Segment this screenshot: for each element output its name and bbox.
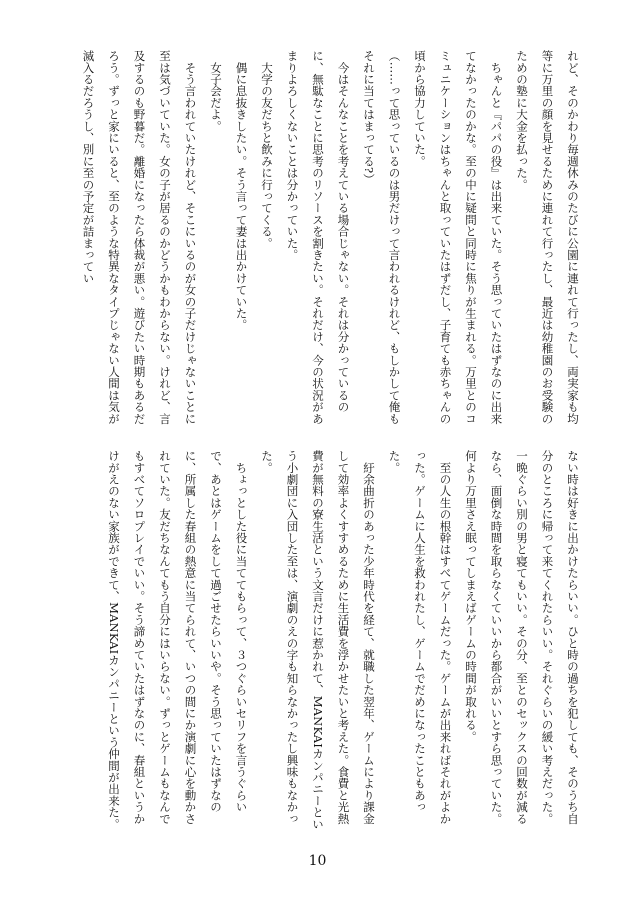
bottom-text-block [40, 450, 585, 830]
paragraph: ちゃんと『パパの役』は出来ていた。そう思っていたはずなのに出来てなかったのかな。至の中に疑問と同時に焦りが生まれる。万里とのコミュニケーションはちゃんと取っていたはずだし、子育ても赤ちゃんの頃から協力していた。 [413, 50, 504, 425]
paragraph: 至の人生の根幹はすべてゲームだった。ゲームが出来ればそれがよかった。ゲームに人生を救われたし、ゲームでだめになったこともあった。 [387, 450, 453, 825]
paragraph: れど、そのかわり毎週休みのたびに公園に連れて行ったし、両実家も均等に万里の顔を見せるために連れて行ったし、最近は幼稚園のお受験のための塾に大金を払った。 [515, 50, 580, 425]
paragraph: 紆余曲折のあった少年時代を経て、就職した翌年、ゲームにより課金して効率よくすすめるために生活費を浮かせたいと考えた。食費と光熱費が無料の寮生活という文言だけに惹かれて、MANKAIカンパニーという小劇団に入団した至は、演劇のえの字も知らなかったし興味もなかった。 [260, 450, 376, 830]
paragraph: 今はそんなことを考えている場合じゃない。それは分かっているのに、無駄なことに思考のリソースを割きたい。それだけ、今の状況があまりよろしくないことは分かっていた。 [285, 50, 351, 425]
top-text-block [40, 50, 585, 430]
page-number: 10 [308, 853, 327, 869]
paragraph: そう言われていたけれど、そこにいるのが女の子だけじゃないことに至は気づいていた。女の子が居るのかどうかもわからない。けれど、言及するのも野暮だ。離婚になったら体裁が悪い。遊びたい時期もあるだろう。ずっと家にいると、至のような特異なタイプじゃない人間は気が滅入るだろうし、別に至の予定が詰まってい [81, 50, 198, 425]
paragraph: ない時は好きに出かけたらいい。ひと時の過ちを犯しても、そのうち自分のところに帰って来てくれたらいい。それぐらいの緩い考えだった。一晩ぐらい別の男と寝てもいい。その分、至とのセックスの回数が減るなら、面倒な時間を取らなくていいから都合がいいとすら思っていた。何より万里さえ眠ってしまえばゲームの時間が取れる。 [464, 450, 580, 825]
paragraph: 女子会だよ。 [209, 50, 223, 132]
paragraph: （……って思っているのは男だけって言われるけれど、もしかして俺もそれに当てはまってる?） [362, 50, 402, 425]
paragraph: ちょっとした役に当ててもらって、３つぐらいセリフを言うぐらいで、あとはゲームをして過ごせたらいいや。そう思っていたはずなのに、所属した春組の熱意に当てられて、いつの間にか演劇に心を動かされていた。友だちなんてもう自分にはいらない。ずっとゲームもなんでもすべてソロプレイでいい。そう諦めていたはずなのに、春組というかけがえのない家族ができて、MANKAIカンパニーという仲間が出来た。 [107, 450, 249, 830]
paragraph: 大学の友だちと飲みに行ってくる。 [260, 50, 274, 249]
paragraph: 偶に息抜きしたい。そう言って妻は出かけていた。 [234, 50, 249, 331]
